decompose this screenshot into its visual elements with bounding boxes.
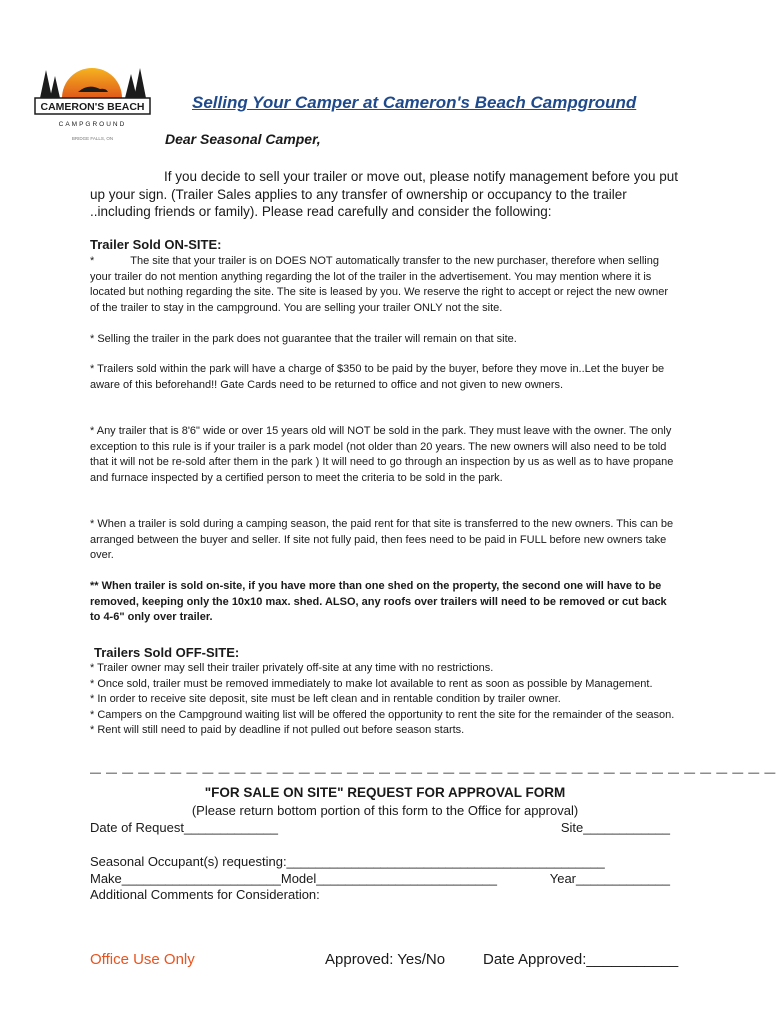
onsite-paragraph-1 <box>90 254 680 316</box>
form-row-make-model-year <box>90 871 670 886</box>
list-item: * Campers on the Campground waiting list will be offered the opportunity to rent the site for the remainder of the season. <box>90 708 675 721</box>
date-of-request-field[interactable]: Date of Request_____________ <box>90 820 278 835</box>
form-row-date-site <box>90 820 670 835</box>
logo-name: CAMERON'S BEACH <box>40 101 145 113</box>
model-field[interactable]: Model_________________________ <box>280 871 498 886</box>
site-field[interactable]: Site____________ <box>560 820 670 835</box>
logo-sub: CAMPGROUND <box>58 121 127 128</box>
onsite-heading: Trailer Sold ON-SITE: <box>90 237 222 252</box>
list-item: * Once sold, trailer must be removed immediately to make lot available to rent as soon as possible by Management. <box>90 677 653 690</box>
bullet-star: * <box>90 255 95 267</box>
make-field[interactable]: Make______________________ <box>90 871 281 886</box>
onsite-paragraph-2: * Trailers sold within the park will have a charge of $350 to be paid by the buyer, before they move in..Let the buyer be aware of this beforehand!! Gate Cards need to be returned to office and not given to new owners. <box>90 363 665 391</box>
form-subtitle: (Please return bottom portion of this form to the Office for approval) <box>191 803 579 818</box>
onsite-shed-notice: ** When trailer is sold on-site, if you have more than one shed on the property, the second one will have to be removed, keeping only the 10x10 max. shed. ALSO, any roofs over trailers will need to be removed or cut back to 4-6" only over trailer. <box>90 580 667 623</box>
offsite-list <box>90 661 680 739</box>
approved-field[interactable]: Approved: Yes/No <box>325 951 446 968</box>
cut-line-divider: — — — — — — — — — — — — — — — — — — — — — — — — — — — — — — — — — — — — — — — — — — — <box>90 767 776 779</box>
intro-paragraph <box>90 168 680 221</box>
list-item: * Trailer owner may sell their trailer privately off-site at any time with no restrictions. <box>90 662 494 674</box>
logo-location: BRIDGE FALLS, ON <box>71 136 114 141</box>
greeting: Dear Seasonal Camper, <box>165 131 321 147</box>
onsite-paragraph-3: * Any trailer that is 8'6" wide or over 15 years old will NOT be sold in the park. They must leave with the owner. The only exception to this rule is if your trailer is a park model (not older than 20 years. The new owners will also need to be told that it will not be re-sold after them in the park ) It will need to go through an inspection by us as well as to have propane and furnace inspected by a certified person to meet the criteria to be sold in the park. <box>90 425 674 484</box>
sun-icon <box>62 68 122 98</box>
date-approved-field[interactable]: Date Approved:___________ <box>483 951 679 968</box>
logo-graphic <box>30 62 155 152</box>
offsite-heading: Trailers Sold OFF-SITE: <box>94 645 240 660</box>
occupants-field[interactable]: Seasonal Occupant(s) requesting:____________________________________________ <box>90 854 605 869</box>
comments-label: Additional Comments for Consideration: <box>90 887 320 902</box>
list-item: * Rent will still need to paid by deadline if not pulled out before season starts. <box>90 724 465 736</box>
form-title: "FOR SALE ON SITE" REQUEST FOR APPROVAL FORM <box>204 785 566 800</box>
campground-logo <box>30 62 155 152</box>
office-use-label: Office Use Only <box>90 951 195 968</box>
list-item: * In order to receive site deposit, site must be left clean and in rentable condition by trailer owner. <box>90 693 561 705</box>
onsite-paragraph-4: * When a trailer is sold during a camping season, the paid rent for that site is transferred to the new owners. This can be arranged between the buyer and seller. If site not fully paid, then fees need to be paid in FULL before new owners take over. <box>90 518 674 561</box>
year-field[interactable]: Year_____________ <box>549 871 670 886</box>
onsite-p1-text: The site that your trailer is on DOES NOT automatically transfer to the new purchaser, therefore when selling your trailer do not mention anything regarding the lot of the trailer in the advertisement. You may mention where it is located but nothing regarding the site. The site is leased by you. We reserve the right to accept or reject the new owner of the trailer to stay in the campground. You are selling your trailer ONLY not the site. <box>90 255 669 314</box>
page-title: Selling Your Camper at Cameron's Beach Campground <box>192 93 637 112</box>
intro-text: If you decide to sell your trailer or move out, please notify management before you put up your sign. (Trailer Sales applies to any transfer of ownership or occupancy to the trailer ..including friends or family). Please read carefully and consider the following: <box>90 169 679 219</box>
onsite-paragraph-1b: * Selling the trailer in the park does not guarantee that the trailer will remain on that site. <box>90 333 517 345</box>
